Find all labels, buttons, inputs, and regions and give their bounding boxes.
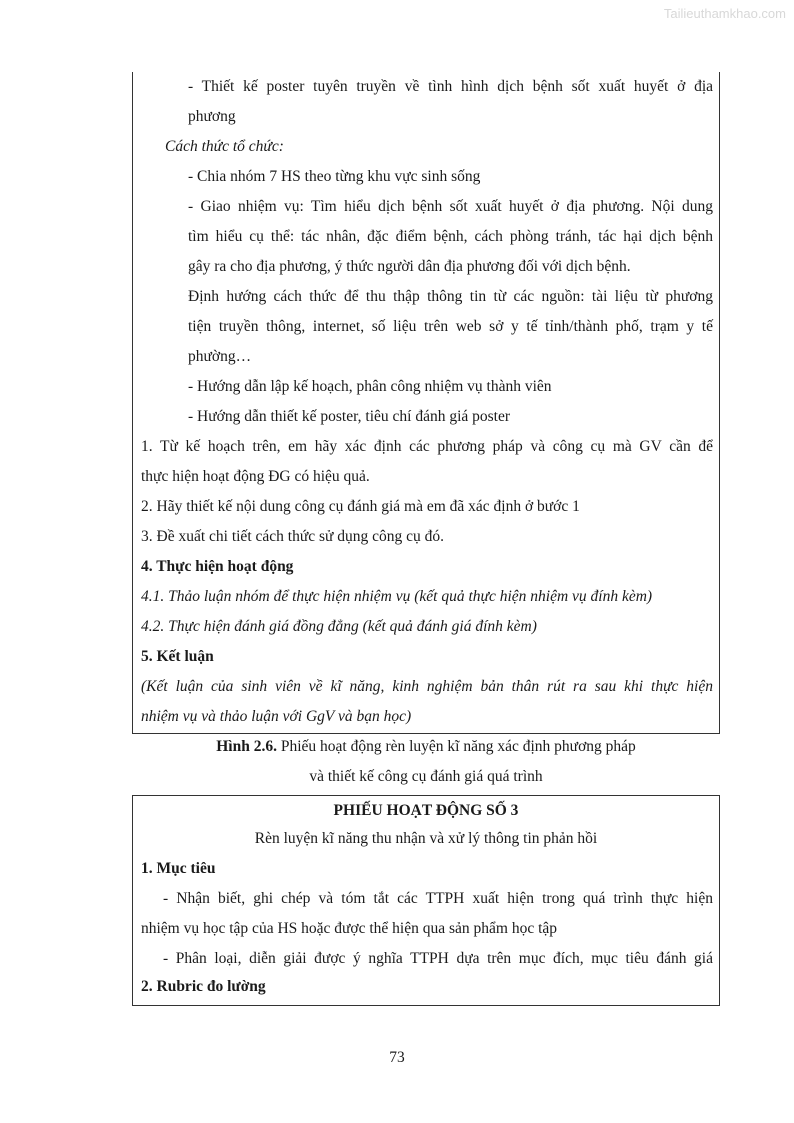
text-line: nhiệm vụ học tập của HS hoặc được thể hiện qua sản phẩm học tập (141, 920, 558, 937)
question-line: 3. Đề xuất chi tiết cách thức sử dụng công cụ đó. (141, 528, 445, 545)
text-line: 4.2. Thực hiện đánh giá đồng đẳng (kết quả đánh giá đính kèm) (141, 618, 537, 635)
text-line: phường… (188, 348, 252, 365)
section-heading: 5. Kết luận (141, 648, 214, 665)
question-line: 2. Hãy thiết kế nội dung công cụ đánh giá mà em đã xác định ở bước 1 (141, 498, 580, 515)
text-line: gây ra cho địa phương, ý thức người dân địa phương đối với dịch bệnh. (188, 258, 631, 275)
text-line: - Hướng dẫn thiết kế poster, tiêu chí đánh giá poster (188, 408, 511, 425)
text-line: nhiệm vụ và thảo luận với GgV và bạn học) (141, 708, 412, 725)
question-line: thực hiện hoạt động ĐG có hiệu quả. (141, 468, 370, 485)
figure-caption-line2: và thiết kế công cụ đánh giá quá trình (309, 768, 543, 785)
question-line: 1. Từ kế hoạch trên, em hãy xác định các phương pháp và công cụ mà GV cần để (141, 438, 713, 455)
figure-caption (132, 737, 720, 757)
section-heading: 1. Mục tiêu (141, 860, 216, 877)
text-line: (Kết luận của sinh viên về kĩ năng, kinh nghiệm bản thân rút ra sau khi thực hiện (141, 678, 713, 695)
activity-sheet-continued (132, 72, 720, 734)
text-line: 4.1. Thảo luận nhóm để thực hiện nhiệm vụ (kết quả thực hiện nhiệm vụ đính kèm) (141, 588, 653, 605)
text-line: - Hướng dẫn lập kế hoạch, phân công nhiệm vụ thành viên (188, 378, 552, 395)
text-line: - Giao nhiệm vụ: Tìm hiểu dịch bệnh sốt xuất huyết ở địa phương. Nội dung (188, 198, 713, 215)
sheet-title: PHIẾU HOẠT ĐỘNG SỐ 3 (333, 802, 519, 819)
section-label: Cách thức tổ chức: (165, 138, 284, 155)
text-line: - Phân loại, diễn giải được ý nghĩa TTPH dựa trên mục đích, mục tiêu đánh giá (163, 950, 713, 967)
sheet-subtitle: Rèn luyện kĩ năng thu nhận và xử lý thông tin phản hồi (254, 830, 598, 847)
section-heading: 4. Thực hiện hoạt động (141, 558, 294, 575)
text-line: Định hướng cách thức để thu thập thông tin từ các nguồn: tài liệu từ phương (188, 288, 713, 305)
watermark-text: Tailieuthamkhao.com (663, 6, 786, 21)
text-line: - Thiết kế poster tuyên truyền về tình hình dịch bệnh sốt xuất huyết ở địa (188, 78, 713, 95)
caption-label: Hình 2.6. (216, 738, 277, 755)
caption-text: Phiếu hoạt động rèn luyện kĩ năng xác định phương pháp (276, 738, 636, 755)
text-line: - Nhận biết, ghi chép và tóm tắt các TTPH xuất hiện trong quá trình thực hiện (163, 890, 713, 907)
text-line: tiện truyền thông, internet, số liệu trên web sở y tế tỉnh/thành phố, trạm y tế (188, 318, 713, 335)
text-line: - Chia nhóm 7 HS theo từng khu vực sinh sống (188, 168, 481, 185)
text-line: tìm hiểu cụ thể: tác nhân, đặc điểm bệnh, cách phòng tránh, tác hại dịch bệnh (188, 228, 713, 245)
section-heading: 2. Rubric đo lường (141, 978, 266, 995)
page-number: 73 (389, 1049, 405, 1066)
activity-sheet-3 (132, 795, 720, 1006)
text-line: phương (188, 108, 236, 125)
